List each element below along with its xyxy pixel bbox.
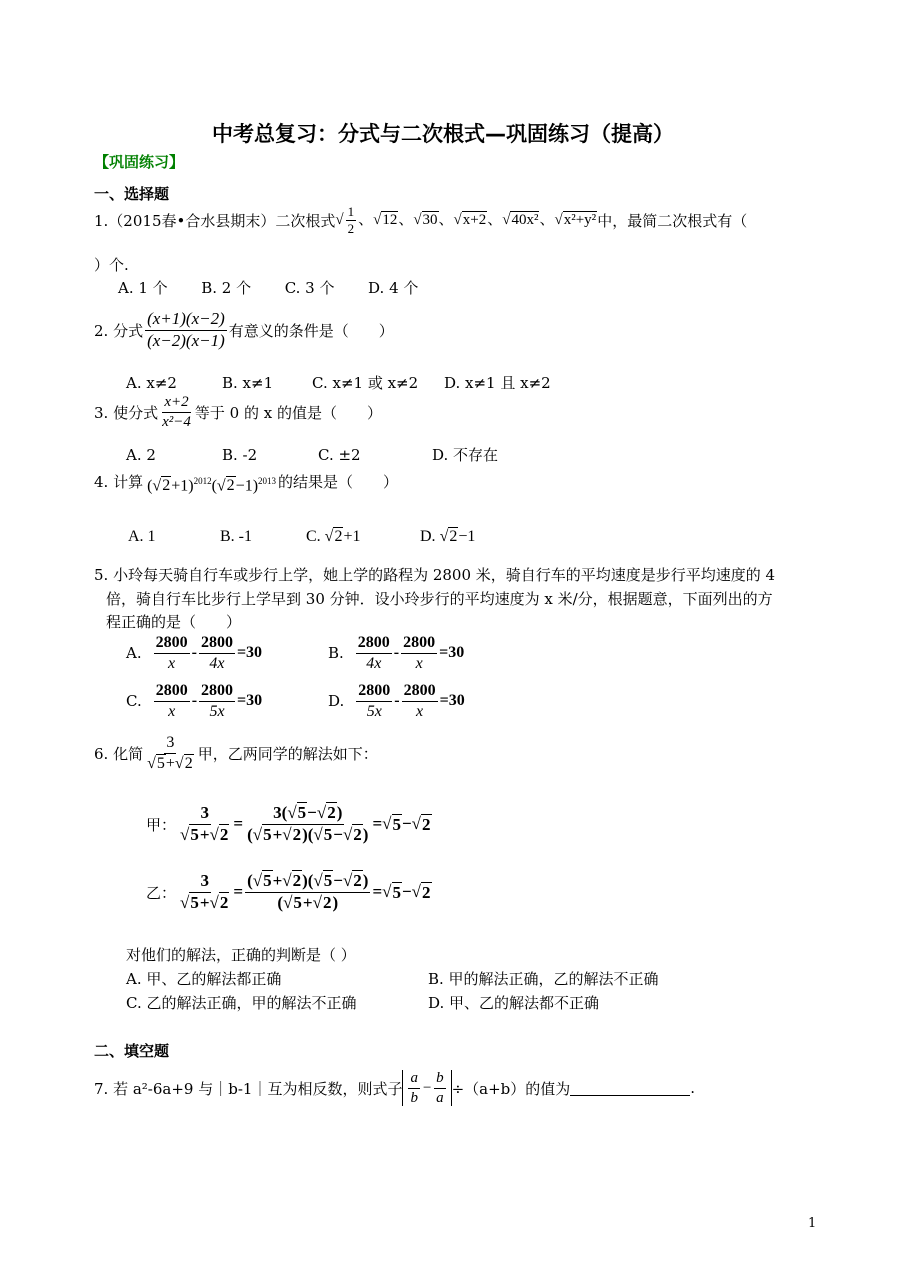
q3-option-c: C. ±2 (318, 446, 361, 464)
q4-options: A. 1 B. -1 C. √2+1 D. √2−1 (128, 528, 476, 545)
q5-option-c: C. $\frac{2800}{x}$ - $\frac{2800}{5x}$ =30 (126, 682, 263, 720)
q5-line-2: 倍，骑自行车比步行上学早到 30 分钟．设小玲步行的平均速度为 x 米/分，根据题意，下面列出的方 (106, 590, 773, 608)
q1-option-c: C. 3 个 (284, 279, 335, 297)
q2-prefix: 2. 分式 (94, 321, 144, 340)
q6-judge: 对他们的解法，正确的判断是（ ） (126, 946, 356, 964)
q3-prefix: 3. 使分式 (94, 403, 159, 422)
q7-end: . (690, 1079, 696, 1097)
question-7 (94, 1070, 695, 1106)
q5-label-b: B. (328, 644, 344, 663)
page-title: 中考总复习：分式与二次根式—巩固练习（提高） (212, 122, 674, 146)
q7-answer-blank[interactable] (570, 1081, 690, 1096)
q1-radicals: √ $\frac{1}{2}$ 、√12、√30、√x+2、√40x²、√x²+y² (335, 204, 597, 237)
q1-options (118, 277, 418, 298)
q2-fraction (145, 310, 227, 350)
q2-option-d: D. x≠1 且 x≠2 (444, 374, 551, 392)
q6-option-c: C. 乙的解法正确，甲的解法不正确 (126, 994, 357, 1012)
q3-option-a: A. 2 (126, 446, 156, 464)
q6-yi-label: 乙： (146, 883, 177, 902)
q6-suffix: 甲，乙两同学的解法如下： (197, 744, 378, 763)
q6-option-d: D. 甲、乙的解法都不正确 (428, 994, 600, 1012)
q2-option-c: C. x≠1 或 x≠2 (312, 374, 419, 392)
section-tag: 【巩固练习】 (94, 153, 185, 171)
q4-expression: $(√2+1)^{2012}(√2-1)^{2013}$ (147, 476, 277, 495)
question-4 (94, 468, 398, 495)
q5-label-a: A. (126, 644, 142, 663)
q4-suffix: 的结果是（ ） (278, 473, 399, 492)
page-number: 1 (808, 1216, 817, 1231)
q5-label-d: D. (328, 692, 345, 711)
question-3 (94, 394, 382, 430)
q4-option-c: C. (306, 528, 321, 545)
q3-denominator: x²−4 (162, 413, 191, 430)
q6-jia-label: 甲： (146, 815, 177, 834)
q4-option-a: A. 1 (128, 528, 156, 545)
q5-line-1: 5. 小玲每天骑自行车或步行上学，她上学的路程为 2800 米，骑自行车的平均速度是步行平均速度的 4 (94, 566, 776, 584)
q7-suffix: ÷（a+b）的值为 (451, 1079, 571, 1098)
q2-option-a: A. x≠2 (126, 374, 177, 392)
q2-option-b: B. x≠1 (222, 374, 274, 392)
q2-numerator: (x+1)(x−2) (145, 310, 227, 331)
section-heading-fill: 二、填空题 (94, 1042, 170, 1060)
q3-option-b: B. -2 (222, 446, 258, 464)
q3-fraction (160, 394, 193, 430)
q5-label-c: C. (126, 692, 142, 711)
q5-line-3: 程正确的是（ ） (106, 613, 242, 631)
question-6 (94, 734, 378, 772)
q2-options (126, 372, 551, 393)
q3-numerator: x+2 (162, 394, 190, 413)
q1-option-b: B. 2 个 (201, 279, 252, 297)
question-2 (94, 310, 394, 350)
q1-continuation: ）个. (94, 256, 129, 274)
q4-option-d: D. (420, 528, 436, 545)
q7-expression: $\frac{a}{b}$ − $\frac{b}{a}$ (402, 1070, 451, 1106)
q1-suffix: 中，最简二次根式有（ (597, 212, 748, 231)
q1-option-a: A. 1 个 (118, 279, 168, 297)
q3-suffix: 等于 0 的 x 的值是（ ） (194, 403, 382, 422)
q5-option-b: B. $\frac{2800}{4x}$ - $\frac{2800}{x}$ =30 (328, 634, 465, 672)
q6-prefix: 6. 化简 (94, 744, 144, 763)
q2-denominator: (x−2)(x−1) (147, 330, 225, 350)
q2-suffix: 有意义的条件是（ ） (228, 321, 394, 340)
q4-option-b: B. -1 (220, 528, 252, 545)
q5-option-a: A. $\frac{2800}{x}$ - $\frac{2800}{4x}$ =30 (126, 634, 263, 672)
q6-jia-solution: 甲： $\frac{3}{√5+√2}$ = $\frac{3(√5-√2)}{(√5+√2)(√5-√2)}$ =√ 5 −√ 2 (146, 803, 431, 844)
q1-option-d: D. 4 个 (368, 279, 419, 297)
q3-option-d: D. 不存在 (432, 446, 499, 464)
q1-prefix: 1.（2015春•合水县期末）二次根式 (94, 212, 336, 231)
question-1 (94, 205, 747, 237)
q7-prefix: 7. 若 a²-6a+9 与｜b-1｜互为相反数，则式子 (94, 1079, 403, 1098)
section-heading-choice: 一、选择题 (94, 185, 170, 203)
q3-options (126, 444, 498, 465)
q6-yi-solution: 乙： $\frac{3}{√5+√2}$ = $\frac{(√5+√2)(√5-√2)}{(√5+√2)}$ =√ 5 −√ 2 (146, 871, 431, 912)
q6-option-a: A. 甲、乙的解法都正确 (126, 970, 282, 988)
q4-prefix: 4. 计算 (94, 473, 144, 492)
q6-fraction: $\frac{3}{√5+√2}$ (147, 734, 193, 772)
q5-option-d: D. $\frac{2800}{5x}$ - $\frac{2800}{x}$ =30 (328, 682, 465, 720)
q6-option-b: B. 甲的解法正确，乙的解法不正确 (428, 970, 659, 988)
